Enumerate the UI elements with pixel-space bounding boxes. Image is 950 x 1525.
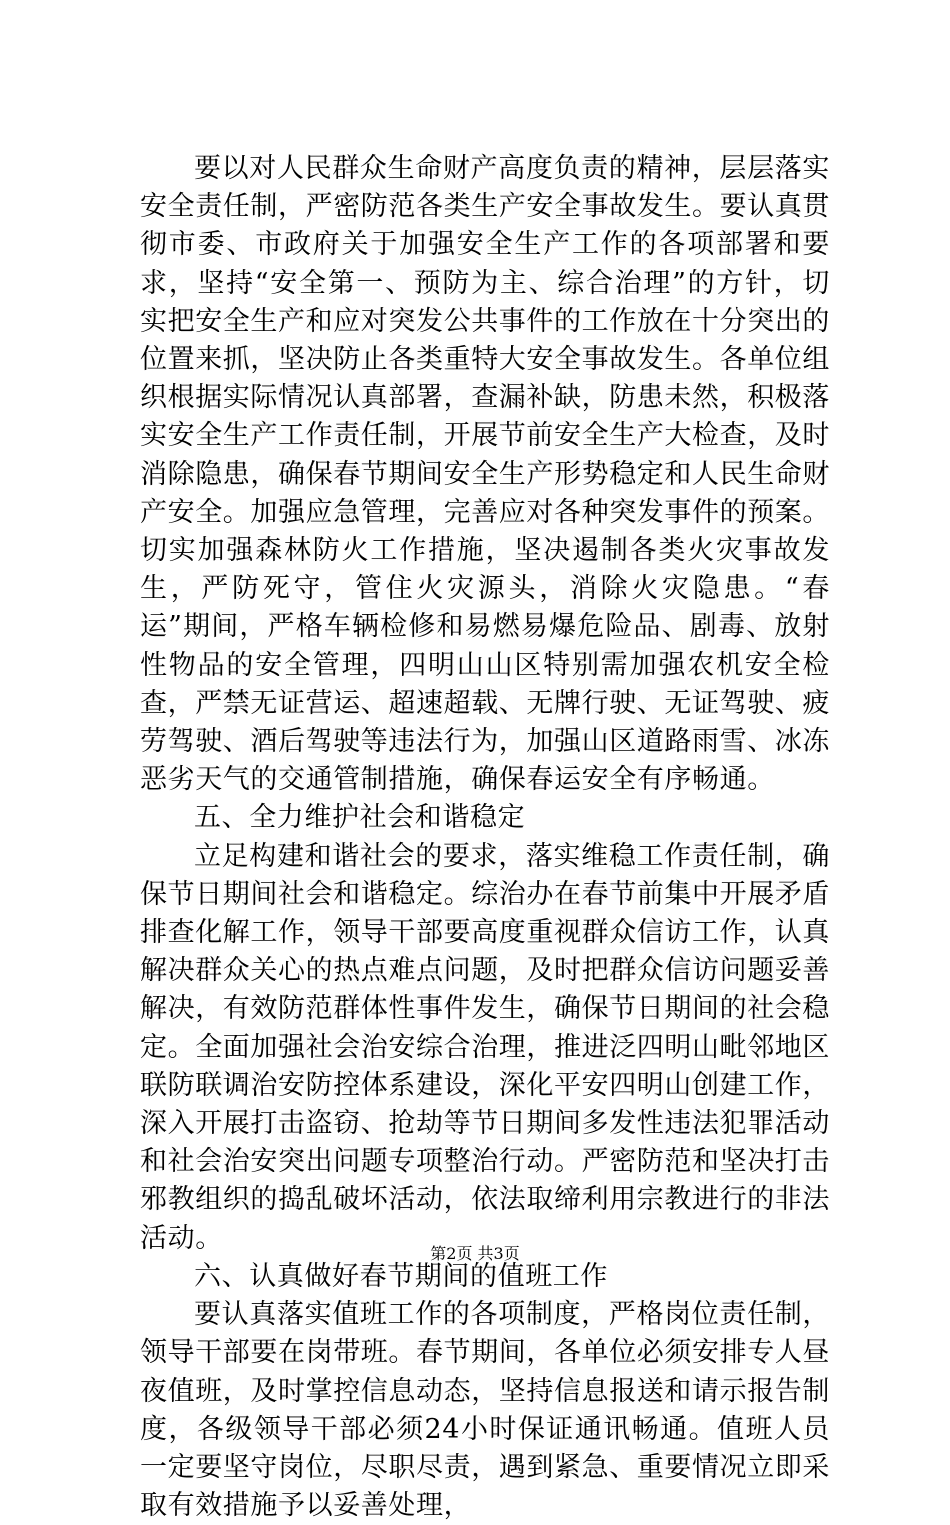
document-body [140,150,830,1525]
paragraph-duty: 要认真落实值班工作的各项制度，严格岗位责任制，领导干部要在岗带班。春节期间，各单位必须安排专人昼夜值班，及时掌控信息动态，坚持信息报送和请示报告制度，各级领导干部必须24小时保证通讯畅通。值班人员一定要坚守岗位，尽职尽责，遇到紧急、重要情况立即采取有效措施予以妥善处理， [140,1299,830,1522]
paragraph-stability: 立足构建和谐社会的要求，落实维稳工作责任制，确保节日期间社会和谐稳定。综治办在春节前集中开展矛盾排查化解工作，领导干部要高度重视群众信访工作，认真解决群众关心的热点难点问题，及时把群众信访问题妥善解决，有效防范群体性事件发生，确保节日期间的社会稳定。全面加强社会治安综合治理，推进泛四明山毗邻地区联防联调治安防控体系建设，深化平安四明山创建工作，深入开展打击盗窃、抢劫等节日期间多发性违法犯罪活动和社会治安突出问题专项整治行动。严密防范和坚决打击邪教组织的捣乱破坏活动，依法取缔利用宗教进行的非法活动。 [140,840,830,1254]
paragraph-safety: 要以对人民群众生命财产高度负责的精神，层层落实安全责任制，严密防范各类生产安全事故发生。要认真贯彻市委、市政府关于加强安全生产工作的各项部署和要求，坚持“安全第一、预防为主、综合治理”的方针，切实把安全生产和应对突发公共事件的工作放在十分突出的位置来抓，坚决防止各类重特大安全事故发生。各单位组织根据实际情况认真部署，查漏补缺，防患未然，积极落实安全生产工作责任制，开展节前安全生产大检查，及时消除隐患，确保春节期间安全生产形势稳定和人民生命财产安全。加强应急管理，完善应对各种突发事件的预案。切实加强森林防火工作措施，坚决遏制各类火灾事故发生，严防死守，管住火灾源头，消除火灾隐患。“春运”期间，严格车辆检修和易燃易爆危险品、剧毒、放射性物品的安全管理，四明山山区特别需加强农机安全检查，严禁无证营运、超速超载、无牌行驶、无证驾驶、疲劳驾驶、酒后驾驶等违法行为，加强山区道路雨雪、冰冻恶劣天气的交通管制措施，确保春运安全有序畅通。 [140,153,830,796]
heading-section-six: 六、认真做好春节期间的值班工作 [194,1260,608,1292]
page-footer: 第2页 共3页 [430,1244,520,1263]
heading-section-five: 五、全力维护社会和谐稳定 [194,802,526,834]
